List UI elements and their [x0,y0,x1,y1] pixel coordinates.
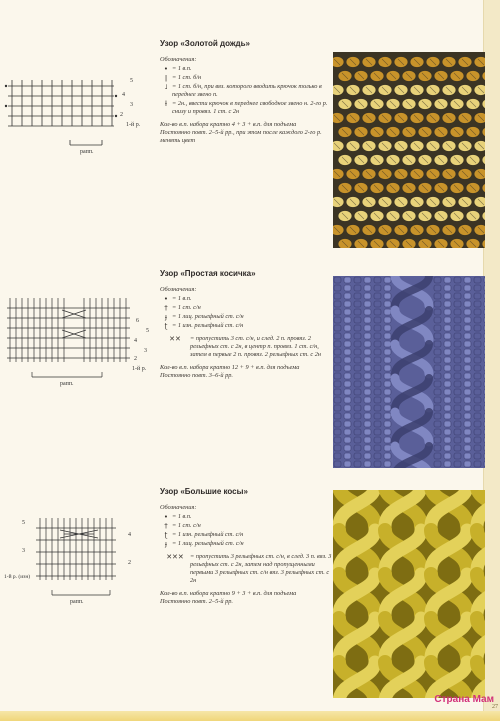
pattern-chart [2,506,152,626]
row-label: 2 [120,112,123,118]
legend-item: ʈ = 1 изн. рельефный ст. с/н [160,322,332,330]
chain-stitch-icon: • [163,513,169,521]
row-label: 1-й р. [126,122,141,128]
legend-item: † = 1 ст. с/н [160,304,332,312]
pattern-chart [2,60,152,180]
back-post-stitch-icon: ʈ [164,531,168,539]
row-label: 5 [22,520,25,526]
pattern-chart [2,284,152,404]
pattern-simple-braid [0,270,500,470]
cable-cross-icon: ✕✕✕ [166,553,184,561]
legend-item: ƚ = 2н., ввести крючок в переднее свободное звено н. 2-го р. снизу и провяз. 1 ст. с 2н [160,100,332,116]
legend-item: • = 1 в.п. [160,295,332,303]
rapport-label: рапп. [60,381,74,387]
legend-item: ʈ = 1 изн. рельефный ст. с/н [160,531,332,539]
legend-item: † = 1 ст. с/н [160,522,332,530]
double-crochet-icon: † [164,304,168,312]
row-label: 3 [144,348,147,354]
front-post-stitch-icon: ɟ [165,313,167,321]
pattern-golden-rain [0,40,500,255]
legend-item: ✕✕✕ = пропустить 3 рельефных ст. с/н, в след. 3 п. вяз. 3 рельефных ст. с 2н, затем над пропущенными первыми 3 рельефных ст. с/н вяз. 3 рельефных ст. с 2н [160,553,332,585]
row-label: 3 [130,102,133,108]
front-loop-single-crochet-icon: ˩ [164,83,168,91]
site-watermark: Страна Мам [434,694,494,705]
legend-heading: Обозначения: [160,286,197,293]
legend-item: ɟ = 1 лиц. рельефный ст. с/н [160,313,332,321]
bottom-decorative-stripe [0,711,500,721]
legend-item: • = 1 в.п. [160,65,332,73]
row-label: 1-й р. [132,366,147,372]
row-label: 5 [130,78,133,84]
pattern-description [160,40,332,145]
front-post-stitch-icon: ɟ [165,540,167,548]
pattern-note: Постоянно повт. 2–5-й рр., при этом после каждого 2-го р. менять цвет [160,129,322,144]
row-label: 4 [128,532,131,538]
legend-item: ǀ = 1 ст. б/н [160,74,332,82]
legend-item: • = 1 в.п. [160,513,332,521]
cable-cross-icon: ✕✕ [169,335,181,343]
row-label: 4 [134,338,137,344]
row-label: 3 [22,548,25,554]
row-label: 6 [136,318,139,324]
pattern-title: Узор «Простая косичка» [160,269,256,278]
pattern-description [160,488,332,606]
pattern-note: Постоянно повт. 3–6-й рр. [160,372,233,379]
legend-heading: Обозначения: [160,504,197,511]
legend-item: ˩ = 1 ст. б/н, при вяз. которого вводить крючок только в переднее звено п. [160,83,332,99]
row-label: 5 [146,328,149,334]
legend-item: ɟ = 1 лиц. рельефный ст. с/н [160,540,332,548]
pattern-note: Кол-во в.п. набора кратно 4 + 3 + в.п. для подъема [160,121,297,128]
knitted-swatch-photo [333,490,485,698]
row-label: 4 [122,92,125,98]
row-label: 2 [128,560,131,566]
pattern-title: Узор «Золотой дождь» [160,39,250,48]
pattern-title: Узор «Большие косы» [160,487,248,496]
pattern-description [160,270,332,380]
pattern-note: Кол-во в.п. набора кратно 12 + 9 + в.п. для подъема [160,364,300,371]
single-crochet-icon: ǀ [164,74,168,82]
rapport-label: рапп. [80,149,94,155]
page-number: 27 [492,704,498,710]
knitted-swatch-photo [333,276,485,468]
double-crochet-icon: ƚ [165,100,167,108]
chain-stitch-icon: • [163,295,169,303]
legend-item: ✕✕ = пропустить 3 ст. с/н, и след. 2 п. провяз. 2 рельефных ст. с 2н, в центр п. провяз. 1 ст. с/н, затем в первые 2 п. провяз. 2 рельефных ст. с 2н [160,335,332,359]
rapport-label: рапп. [70,599,84,605]
double-crochet-icon: † [164,522,168,530]
pattern-big-cables [0,488,500,703]
legend-heading: Обозначения: [160,56,197,63]
chain-stitch-icon: • [163,65,169,73]
pattern-note: Кол-во в.п. набора кратно 9 + 3 + в.п. для подъема [160,590,297,597]
row-label: 1-й р. (изн) [4,574,31,580]
pattern-note: Постоянно повт. 2–5-й рр. [160,598,233,605]
knitted-swatch-photo [333,52,485,248]
back-post-stitch-icon: ʈ [164,322,168,330]
row-label: 2 [134,356,137,362]
